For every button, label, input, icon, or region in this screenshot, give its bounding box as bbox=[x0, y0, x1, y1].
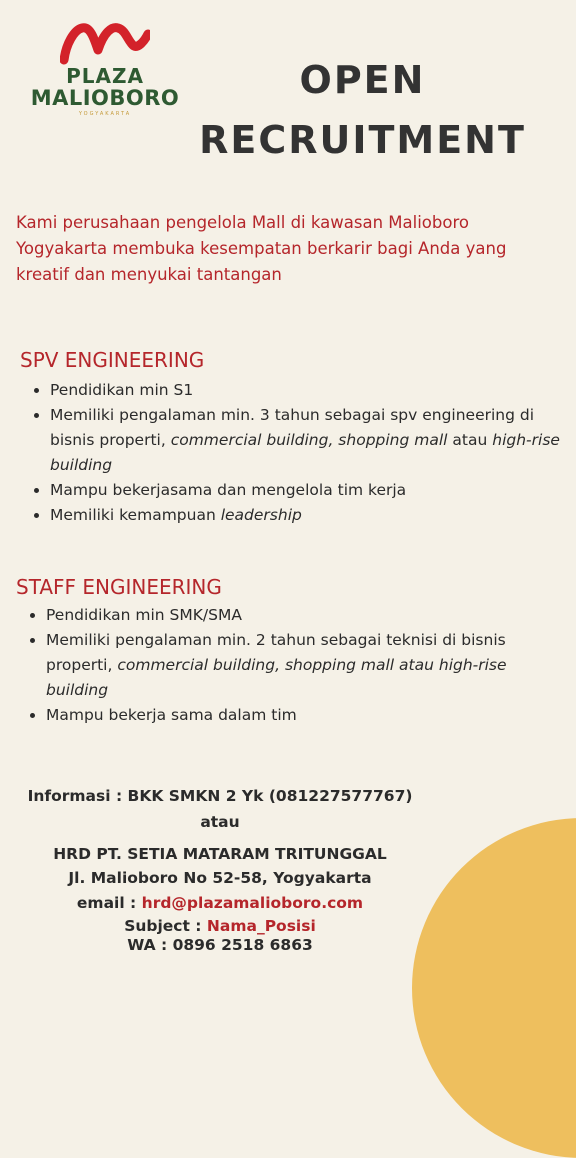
spv-engineering-title: SPV ENGINEERING bbox=[20, 348, 205, 372]
plaza-malioboro-logo bbox=[30, 20, 180, 120]
list-item bbox=[46, 603, 566, 628]
list-item bbox=[50, 478, 570, 503]
spv-req-2-text2: di bisnis properti, bbox=[50, 406, 535, 449]
contact-subject-line bbox=[0, 917, 440, 935]
spv-req-2-italic: commercial building, shopping mall bbox=[170, 431, 448, 449]
email-label: email : bbox=[76, 894, 142, 912]
contact-address: Jl. Malioboro No 52-58, Yogyakarta bbox=[68, 869, 372, 887]
list-item bbox=[50, 378, 570, 403]
list-item bbox=[50, 403, 570, 478]
spv-req-4-italic: leadership bbox=[220, 506, 302, 524]
spv-req-2-role: spv engineering bbox=[390, 406, 515, 424]
list-item bbox=[46, 703, 566, 728]
staff-requirements-list bbox=[18, 603, 566, 728]
list-item bbox=[50, 503, 570, 528]
logo-text-malioboro: MALIOBORO bbox=[30, 86, 180, 110]
logo-text-city: YOGYAKARTA bbox=[78, 111, 132, 117]
staff-engineering-title: STAFF ENGINEERING bbox=[16, 575, 222, 599]
spv-req-2-text: Memiliki pengalaman min. 3 tahun sebagai bbox=[50, 406, 391, 424]
intro-text: Kami perusahaan pengelola Mall di kawasan Malioboro Yogyakarta membuka kesempatan berkarir bagi Anda yang kreatif dan menyukai tantangan bbox=[16, 213, 507, 284]
spv-req-2-text3: atau bbox=[447, 431, 493, 449]
logo-text-plaza: PLAZA bbox=[66, 64, 144, 88]
contact-info: Informasi : BKK SMKN 2 Yk (081227577767) bbox=[27, 787, 413, 805]
subject-label: Subject : bbox=[124, 917, 207, 935]
subject-value: Nama_Posisi bbox=[206, 917, 316, 935]
spv-req-2-italic2: high-rise building bbox=[50, 431, 560, 474]
spv-req-3: Mampu bekerjasama dan mengelola tim kerja bbox=[50, 481, 407, 499]
spv-requirements-list bbox=[22, 378, 570, 528]
list-item bbox=[46, 628, 566, 703]
spv-req-1: Pendidikan min S1 bbox=[50, 381, 194, 399]
contact-company: HRD PT. SETIA MATARAM TRITUNGGAL bbox=[53, 845, 387, 863]
contact-whatsapp: WA : 0896 2518 6863 bbox=[127, 936, 313, 954]
headline-open: OPEN bbox=[299, 58, 426, 102]
contact-email-line bbox=[0, 894, 440, 912]
spv-req-4-text: Memiliki kemampuan bbox=[50, 506, 221, 524]
staff-req-3: Mampu bekerja sama dalam tim bbox=[46, 706, 297, 724]
staff-req-1: Pendidikan min SMK/SMA bbox=[46, 606, 242, 624]
staff-req-2-italic: commercial building, shopping mall atau high-rise building bbox=[46, 656, 507, 699]
logo-m-mark-icon bbox=[60, 20, 150, 66]
headline-recruitment: RECRUITMENT bbox=[199, 118, 526, 162]
email-link[interactable]: hrd@plazamalioboro.com bbox=[141, 894, 364, 912]
contact-or: atau bbox=[200, 813, 240, 831]
staff-req-2-text: Memiliki pengalaman min. 2 tahun sebagai teknisi di bisnis properti, bbox=[46, 631, 506, 674]
